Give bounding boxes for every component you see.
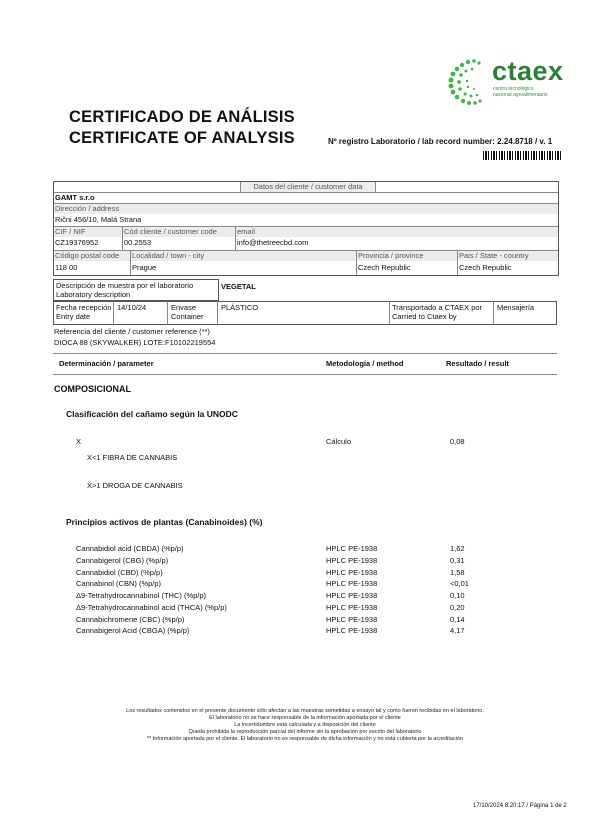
table-row <box>0 626 606 638</box>
entry-date-label-1: Fecha recepción <box>56 303 112 312</box>
sample-table <box>53 279 557 325</box>
container-label-1: Envase <box>171 303 197 312</box>
country-value: Czech Republic <box>459 263 512 272</box>
result-cell: 4,17 <box>450 626 465 635</box>
section-title: COMPOSICIONAL <box>54 384 132 394</box>
param-cell: Cannabinol (CBN) (%p/p) <box>76 579 162 588</box>
province-label: Provincia / province <box>357 251 457 261</box>
table-row <box>0 544 606 556</box>
method-cell: HPLC PE-1938 <box>326 579 378 588</box>
result-cell: 0,20 <box>450 603 465 612</box>
table-row <box>0 579 606 591</box>
table-row <box>0 556 606 568</box>
method-cell: HPLC PE-1938 <box>326 544 378 553</box>
column-result: Resultado / result <box>446 359 509 368</box>
logo-tagline-1: centro tecnológico <box>493 86 534 92</box>
method-cell: HPLC PE-1938 <box>326 615 378 624</box>
email-label: email <box>236 227 558 237</box>
cif-label: CIF / NIF <box>54 227 122 237</box>
unodc-note-drug: X>1 DROGA DE CANNABIS <box>87 481 183 490</box>
footer-note: Los resultados contenidos en el presente documento sólo afectan a las muestras sometidas a ensayo tal y como fueron recibidas en el laboratorio. <box>126 708 484 714</box>
unodc-title: Clasificación del cañamo según la UNODC <box>66 409 238 419</box>
param-cell: Cannabidiol acid (CBDA) (%p/p) <box>76 544 184 553</box>
container-label-2: Container <box>171 312 204 321</box>
client-table <box>53 181 559 276</box>
column-parameter: Determinación / parameter <box>59 359 154 368</box>
reference-value: DIOCA 88 (SKYWALKER) LOTE:F10102219554 <box>54 338 216 347</box>
country-label: Pais / State - country <box>458 251 558 261</box>
logo-name: ctaex <box>492 56 564 86</box>
record-number: Nº registro Laboratorio / lab record number: 2.24.8718 / v. 1 <box>328 137 553 146</box>
footer-notes <box>60 708 550 743</box>
transport-label-1: Transportado a CTAEX por <box>392 303 483 312</box>
result-cell: 1,62 <box>450 544 465 553</box>
result-cell: 0,10 <box>450 591 465 600</box>
method-cell: HPLC PE-1938 <box>326 568 378 577</box>
param-cell: Δ9-Tetrahydrocannabinol acid (THCA) (%p/p) <box>76 603 227 612</box>
title-es: CERTIFICADO DE ANÁLISIS <box>69 108 295 126</box>
barcode <box>483 151 561 160</box>
logo <box>446 56 564 108</box>
reference-label: Referencia del cliente / customer reference (**) <box>54 327 210 336</box>
method-cell: HPLC PE-1938 <box>326 556 378 565</box>
client-company: GAMT s.r.o <box>55 193 95 202</box>
transport-value: Mensajería <box>497 303 535 312</box>
address-value: Rični 456/10, Malá Strana <box>55 215 142 224</box>
sample-desc-label-1: Descripción de muestra por el laboratorio <box>56 281 194 290</box>
postal-label: Código postal code <box>54 251 130 261</box>
province-value: Czech Republic <box>358 263 411 272</box>
footer-note: Queda prohibida la reproducción parcial del informe sin la aprobación por escrito del laboratorio <box>188 729 422 735</box>
cannabinoids-table <box>0 544 606 644</box>
email-value: info@thetreecbd.com <box>237 238 309 247</box>
result-cell: 1,58 <box>450 568 465 577</box>
cif-value: CZ19376952 <box>55 238 99 247</box>
cannabinoids-title: Principios activos de plantas (Canabinoides) (%) <box>66 517 263 527</box>
page-info: 17/10/2024 8:20:17 / Página 1 de 2 <box>473 803 567 809</box>
sample-desc-label-2: Laboratory description <box>56 290 131 299</box>
result-cell: 0,14 <box>450 615 465 624</box>
customer-code-value: 00.2553 <box>124 238 152 247</box>
container-value: PLÁSTICO <box>221 303 259 312</box>
customer-code-label: Cód cliente / customer code <box>123 227 235 237</box>
postal-value: 118 00 <box>55 263 78 272</box>
sample-desc-value: VEGETAL <box>221 282 256 291</box>
logo-tagline-2: nacional agroalimentario <box>493 92 548 98</box>
entry-date-label-2: Entry date <box>56 312 91 321</box>
footer-note: ** Información aportada por el cliente. El laboratorio no es responsable de dicha información y no está cubierta por la acreditación <box>146 736 464 742</box>
transport-label-2: Carried to Ctaex by <box>392 312 457 321</box>
town-label: Localidad / town - city <box>131 251 356 261</box>
method-cell: HPLC PE-1938 <box>326 626 378 635</box>
unodc-result: 0,08 <box>450 437 465 446</box>
param-cell: Cannabichromene (CBC) (%p/p) <box>76 615 185 624</box>
client-section-label: Datos del cliente / customer data <box>240 182 376 192</box>
title-en: CERTIFICATE OF ANALYSIS <box>69 129 295 147</box>
result-cell: <0,01 <box>450 579 469 588</box>
method-cell: HPLC PE-1938 <box>326 591 378 600</box>
town-value: Prague <box>132 263 157 272</box>
unodc-note-fibre: X<1 FIBRA DE CANNABIS <box>87 453 178 462</box>
footer-note: El laboratorio no se hace responsable de la información aportada por el cliente <box>209 715 401 721</box>
footer-note: La incertidumbre está calculada y a disposición del cliente <box>234 722 376 728</box>
address-label: Dirección / address <box>54 204 558 214</box>
table-row <box>0 603 606 615</box>
entry-date-value: 14/10/24 <box>117 303 147 312</box>
result-cell: 0,31 <box>450 556 465 565</box>
method-cell: HPLC PE-1938 <box>326 603 378 612</box>
unodc-param: X <box>76 437 82 446</box>
logo-mark-icon <box>446 58 492 106</box>
param-cell: Cannabigerol Acid (CBGA) (%p/p) <box>76 626 190 635</box>
column-header <box>53 353 557 375</box>
unodc-method: Cálculo <box>326 437 352 446</box>
param-cell: Cannabidiol (CBD) (%p/p) <box>76 568 163 577</box>
param-cell: Δ9-Tetrahydrocannabinol (THC) (%p/p) <box>76 591 207 600</box>
column-method: Metodología / method <box>326 359 404 368</box>
param-cell: Cannabigerol (CBG) (%p/p) <box>76 556 169 565</box>
table-row <box>0 591 606 603</box>
